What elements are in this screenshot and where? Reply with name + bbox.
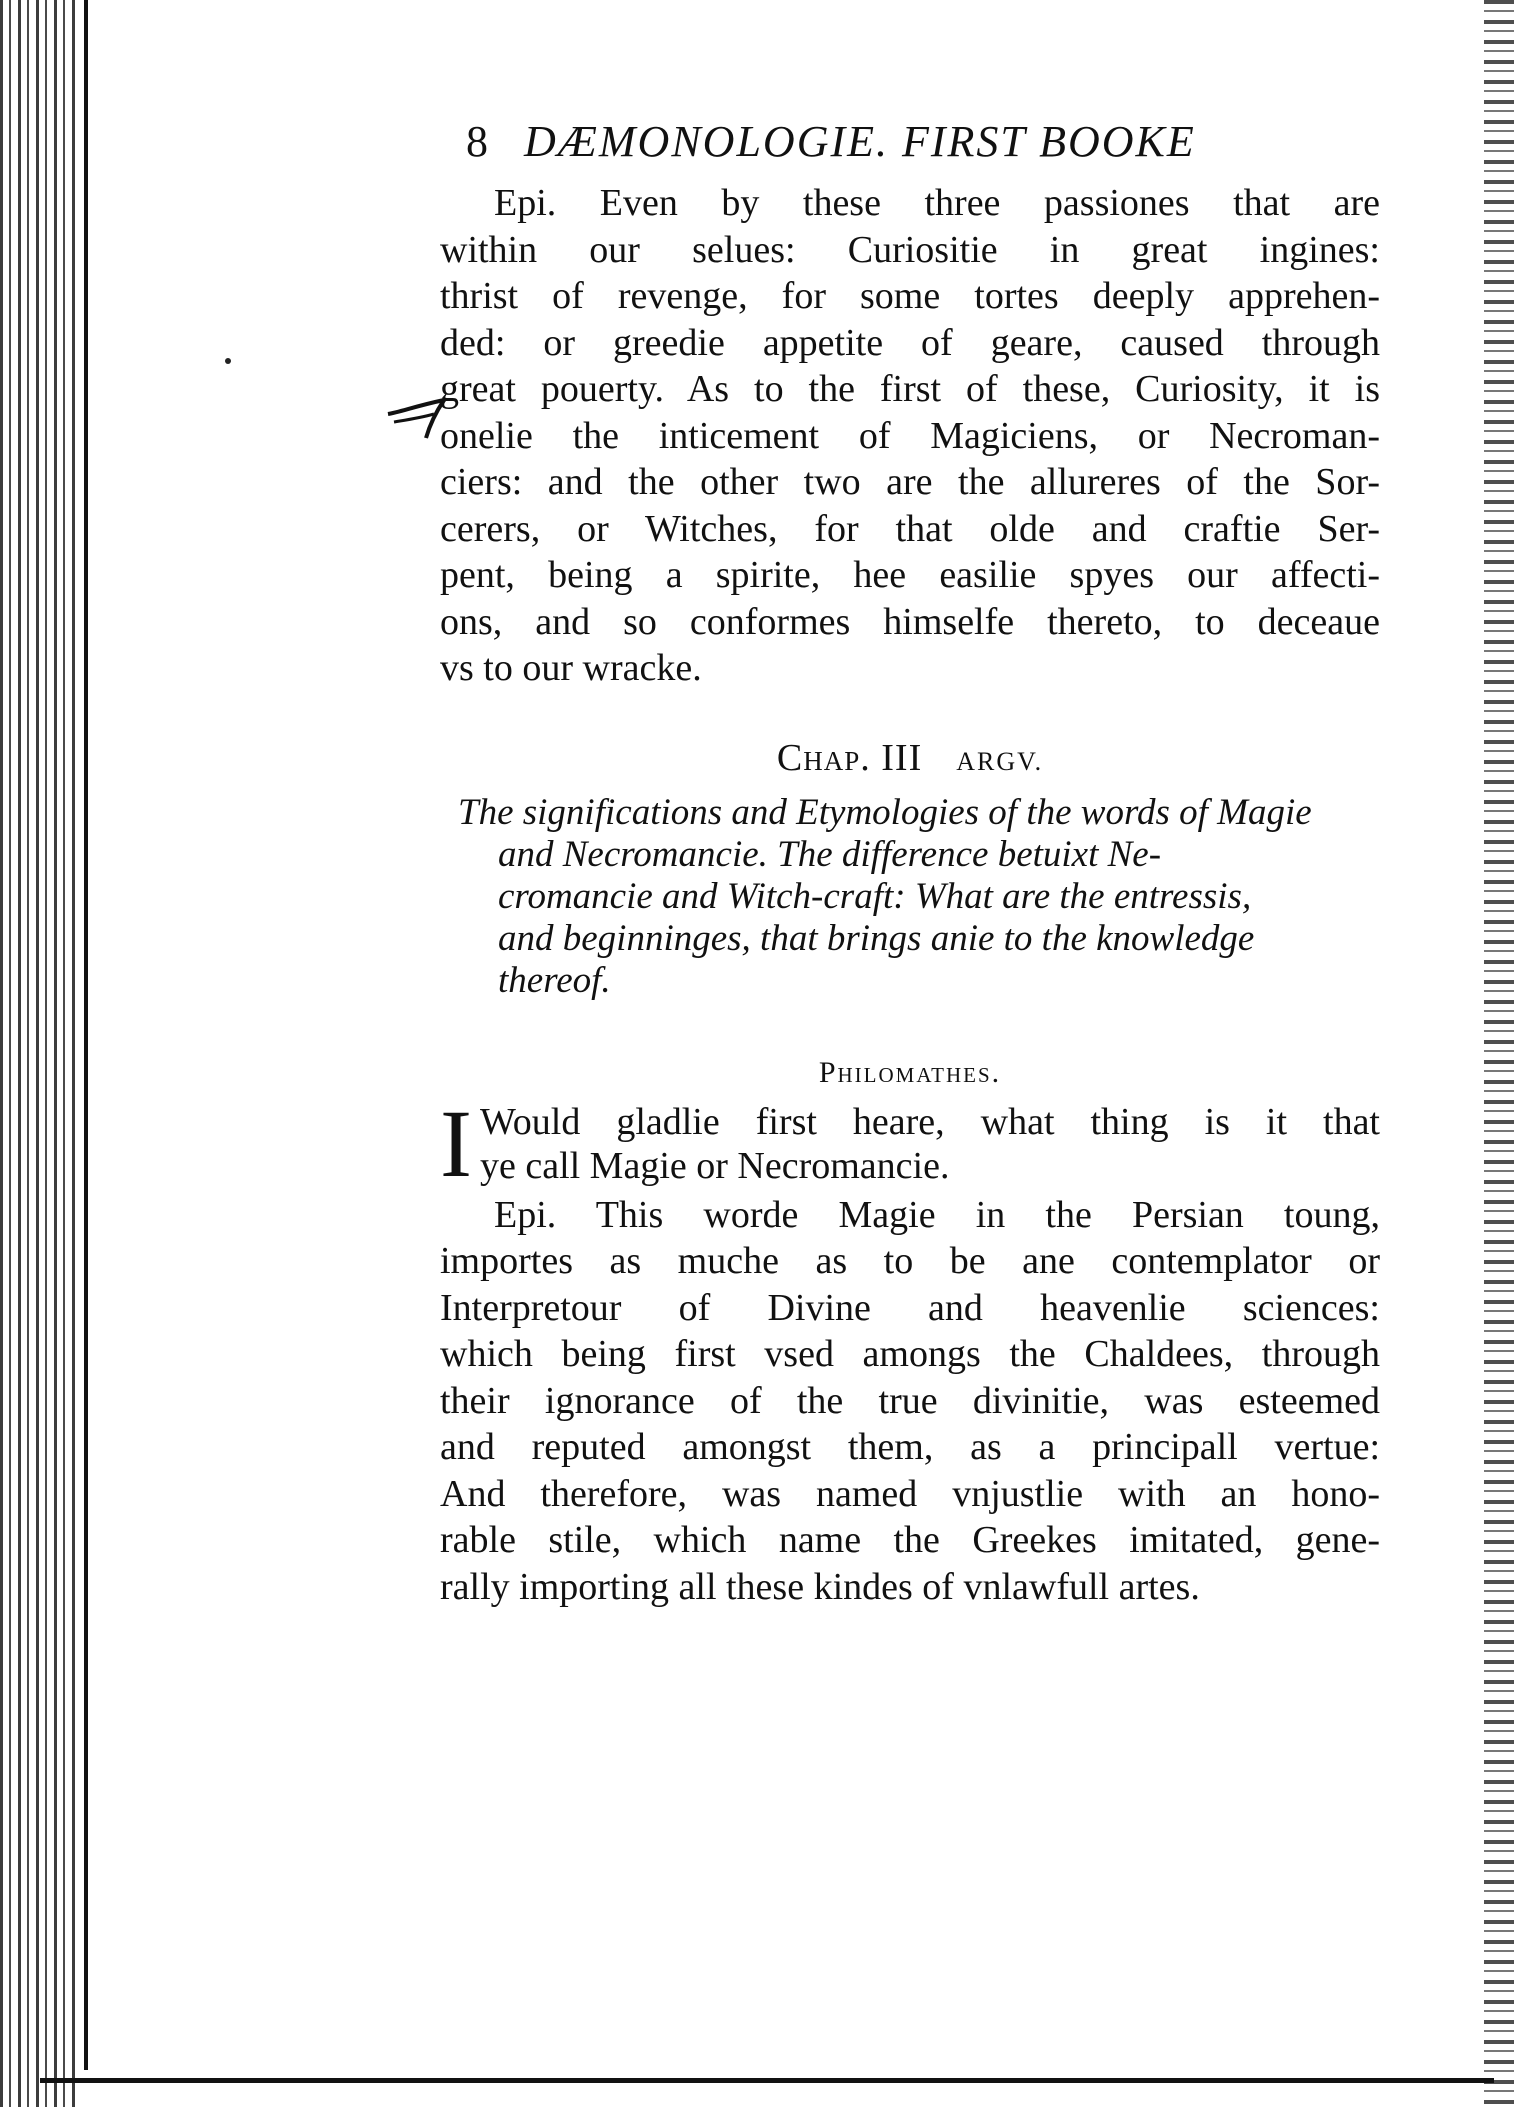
chapter-argument	[458, 792, 1380, 1002]
text-line: rable stile, which name the Greekes imitated, gene-	[440, 1519, 1380, 1561]
page-number: 8	[466, 117, 488, 166]
text-line: Epi. Even by these three passiones that are	[494, 182, 1380, 224]
page-edge-right	[1484, 0, 1514, 2107]
argument-line: The significations and Etymologies of the words of Magie	[458, 791, 1312, 833]
text-line: which being first vsed amongs the Chaldees, through	[440, 1333, 1380, 1375]
drop-cap: I	[440, 1089, 472, 1197]
chapter-number: Chap. III	[776, 736, 923, 779]
text-line: pent, being a spirite, hee easilie spyes our affecti-	[440, 554, 1380, 596]
binding-edge-line	[84, 0, 88, 2070]
text-line: ciers: and the other two are the allureres of the Sor-	[440, 461, 1380, 503]
text-line: And therefore, was named vnjustlie with an hono-	[440, 1472, 1380, 1515]
text-line: rally importing all these kindes of vnlawfull artes.	[440, 1565, 1200, 1608]
text-line: Would gladlie first heare, what thing is it that	[479, 1100, 1380, 1143]
text-line: great pouerty. As to the first of these, Curiosity, it is	[440, 368, 1380, 410]
bottom-edge-line	[40, 2078, 1494, 2083]
running-head	[466, 117, 1380, 166]
ink-dot	[225, 358, 231, 364]
argument-line: cromancie and Witch-craft: What are the entressis,	[498, 875, 1252, 917]
text-line: vs to our wracke.	[440, 647, 702, 689]
paragraph-epi-1	[440, 180, 1380, 692]
text-line: their ignorance of the true divinitie, was esteemed	[440, 1379, 1380, 1422]
argument-line: and beginninges, that brings anie to the knowledge	[498, 917, 1255, 959]
margin-arrow-mark	[386, 392, 448, 442]
running-title: DÆMONOLOGIE. FIRST BOOKE	[524, 117, 1196, 166]
text-line: importes as muche as to be ane contemplator or	[440, 1240, 1380, 1282]
drop-cap-lines	[480, 1100, 1380, 1188]
text-line: and reputed amongst them, as a principall vertue:	[440, 1426, 1380, 1468]
chapter-argv-label: ARGV.	[956, 746, 1044, 776]
book-page	[440, 117, 1380, 1610]
argument-line: and Necromancie. The difference betuixt Ne-	[498, 833, 1162, 875]
text-line: ons, and so conformes himselfe thereto, to deceaue	[440, 600, 1380, 643]
text-line: ye call Magie or Necromancie.	[479, 1144, 950, 1187]
text-line: Epi. This worde Magie in the Persian toung,	[494, 1193, 1380, 1236]
text-line: within our selues: Curiositie in great ingines:	[440, 228, 1380, 271]
text-line: cerers, or Witches, for that olde and craftie Ser-	[440, 507, 1380, 550]
text-line: thrist of revenge, for some tortes deeply apprehen-	[440, 275, 1380, 317]
chapter-heading	[440, 736, 1380, 780]
text-line: Interpretour of Divine and heavenlie sciences:	[440, 1286, 1380, 1329]
page-gutter-left	[0, 0, 80, 2107]
paragraph-philomathes	[440, 1089, 1380, 1197]
paragraph-epi-2	[440, 1192, 1380, 1611]
text-line: onelie the inticement of Magiciens, or Necroman-	[440, 414, 1380, 457]
text-line: ded: or greedie appetite of geare, caused through	[440, 321, 1380, 364]
argument-line: thereof.	[498, 959, 611, 1001]
speaker-heading: Philomathes.	[818, 1055, 1002, 1089]
